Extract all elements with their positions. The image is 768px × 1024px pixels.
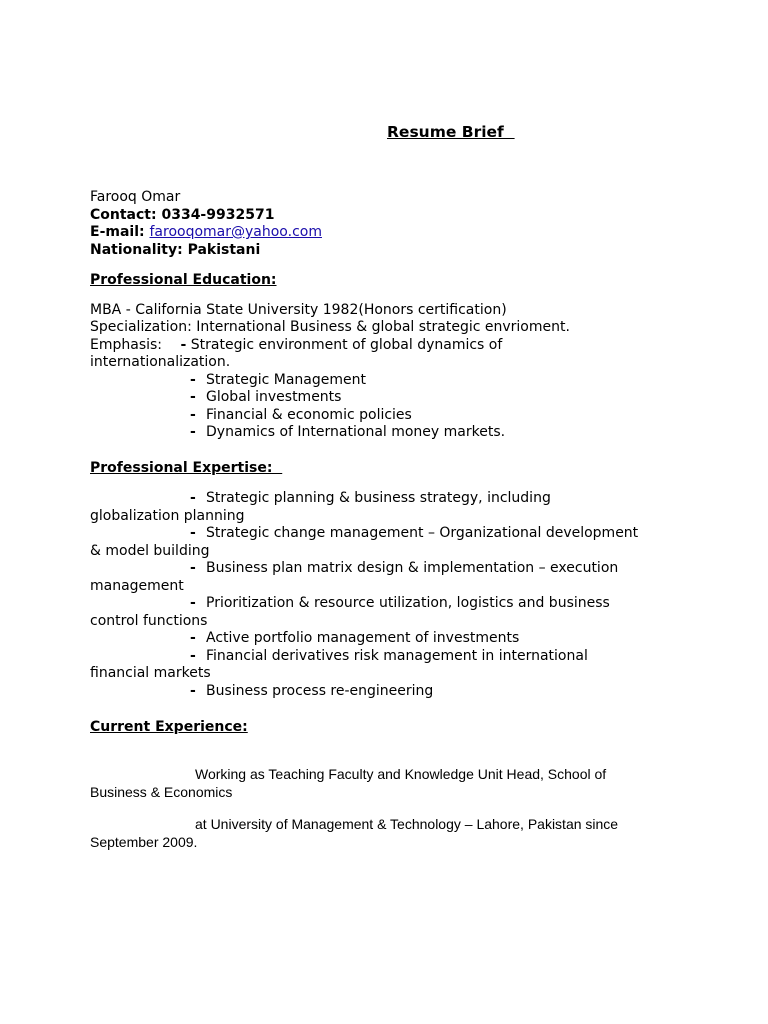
expertise-heading: Professional Expertise: [90,460,283,476]
bullet-dash: - [190,560,196,576]
education-item: - Global investments [190,389,342,405]
expertise-item-continuation: financial markets [90,665,211,681]
email-line [90,224,322,242]
contact-value: 0334-9932571 [161,207,275,223]
bullet-dash: - [190,490,196,506]
education-degree: MBA - California State University 1982(Honors certification) [90,302,507,318]
emphasis-dash: - [180,337,187,353]
experience-line-continuation: September 2009. [90,834,198,850]
contact-label: Contact: [90,207,157,223]
bullet-dash: - [190,372,196,388]
expertise-item: - Active portfolio management of investments [190,630,520,646]
expertise-item-continuation: management [90,578,184,594]
education-specialization: Specialization: International Business & global strategic envrioment. [90,319,570,335]
emphasis-continuation: internationalization. [90,354,231,370]
experience-heading: Current Experience: [90,719,248,735]
expertise-item: - Strategic change management – Organizational development [190,525,639,541]
experience-line-continuation: Business & Economics [90,784,233,800]
experience-line: Working as Teaching Faculty and Knowledge Unit Head, School of [195,766,607,782]
education-emphasis [90,337,502,355]
email-label: E-mail: [90,224,145,240]
email-link[interactable]: farooqomar@yahoo.com [149,224,322,240]
expertise-item: - Financial derivatives risk management in international [190,648,588,664]
page-title: Resume Brief [387,123,515,141]
bullet-dash: - [190,424,196,440]
expertise-item: - Business process re-engineering [190,683,434,699]
expertise-item-continuation: globalization planning [90,508,245,524]
education-item: - Strategic Management [190,372,366,388]
bullet-dash: - [190,648,196,664]
bullet-dash: - [190,407,196,423]
emphasis-text: Strategic environment of global dynamics of [190,337,503,353]
nationality-label: Nationality: [90,242,183,258]
nationality-line [90,242,260,260]
expertise-item-continuation: & model building [90,543,210,559]
bullet-dash: - [190,525,196,541]
candidate-name: Farooq Omar [90,189,181,205]
education-item: - Financial & economic policies [190,407,412,423]
education-item: - Dynamics of International money markets. [190,424,506,440]
expertise-item: - Strategic planning & business strategy, including [190,490,551,506]
bullet-dash: - [190,683,196,699]
expertise-item: - Business plan matrix design & implementation – execution [190,560,619,576]
expertise-item: - Prioritization & resource utilization, logistics and business [190,595,610,611]
contact-line [90,207,274,225]
bullet-dash: - [190,595,196,611]
emphasis-label: Emphasis: [90,337,163,353]
bullet-dash: - [190,389,196,405]
expertise-item-continuation: control functions [90,613,208,629]
education-heading: Professional Education: [90,272,277,288]
bullet-dash: - [190,630,196,646]
experience-line: at University of Management & Technology – Lahore, Pakistan since [195,816,619,832]
nationality-value: Pakistani [187,242,261,258]
